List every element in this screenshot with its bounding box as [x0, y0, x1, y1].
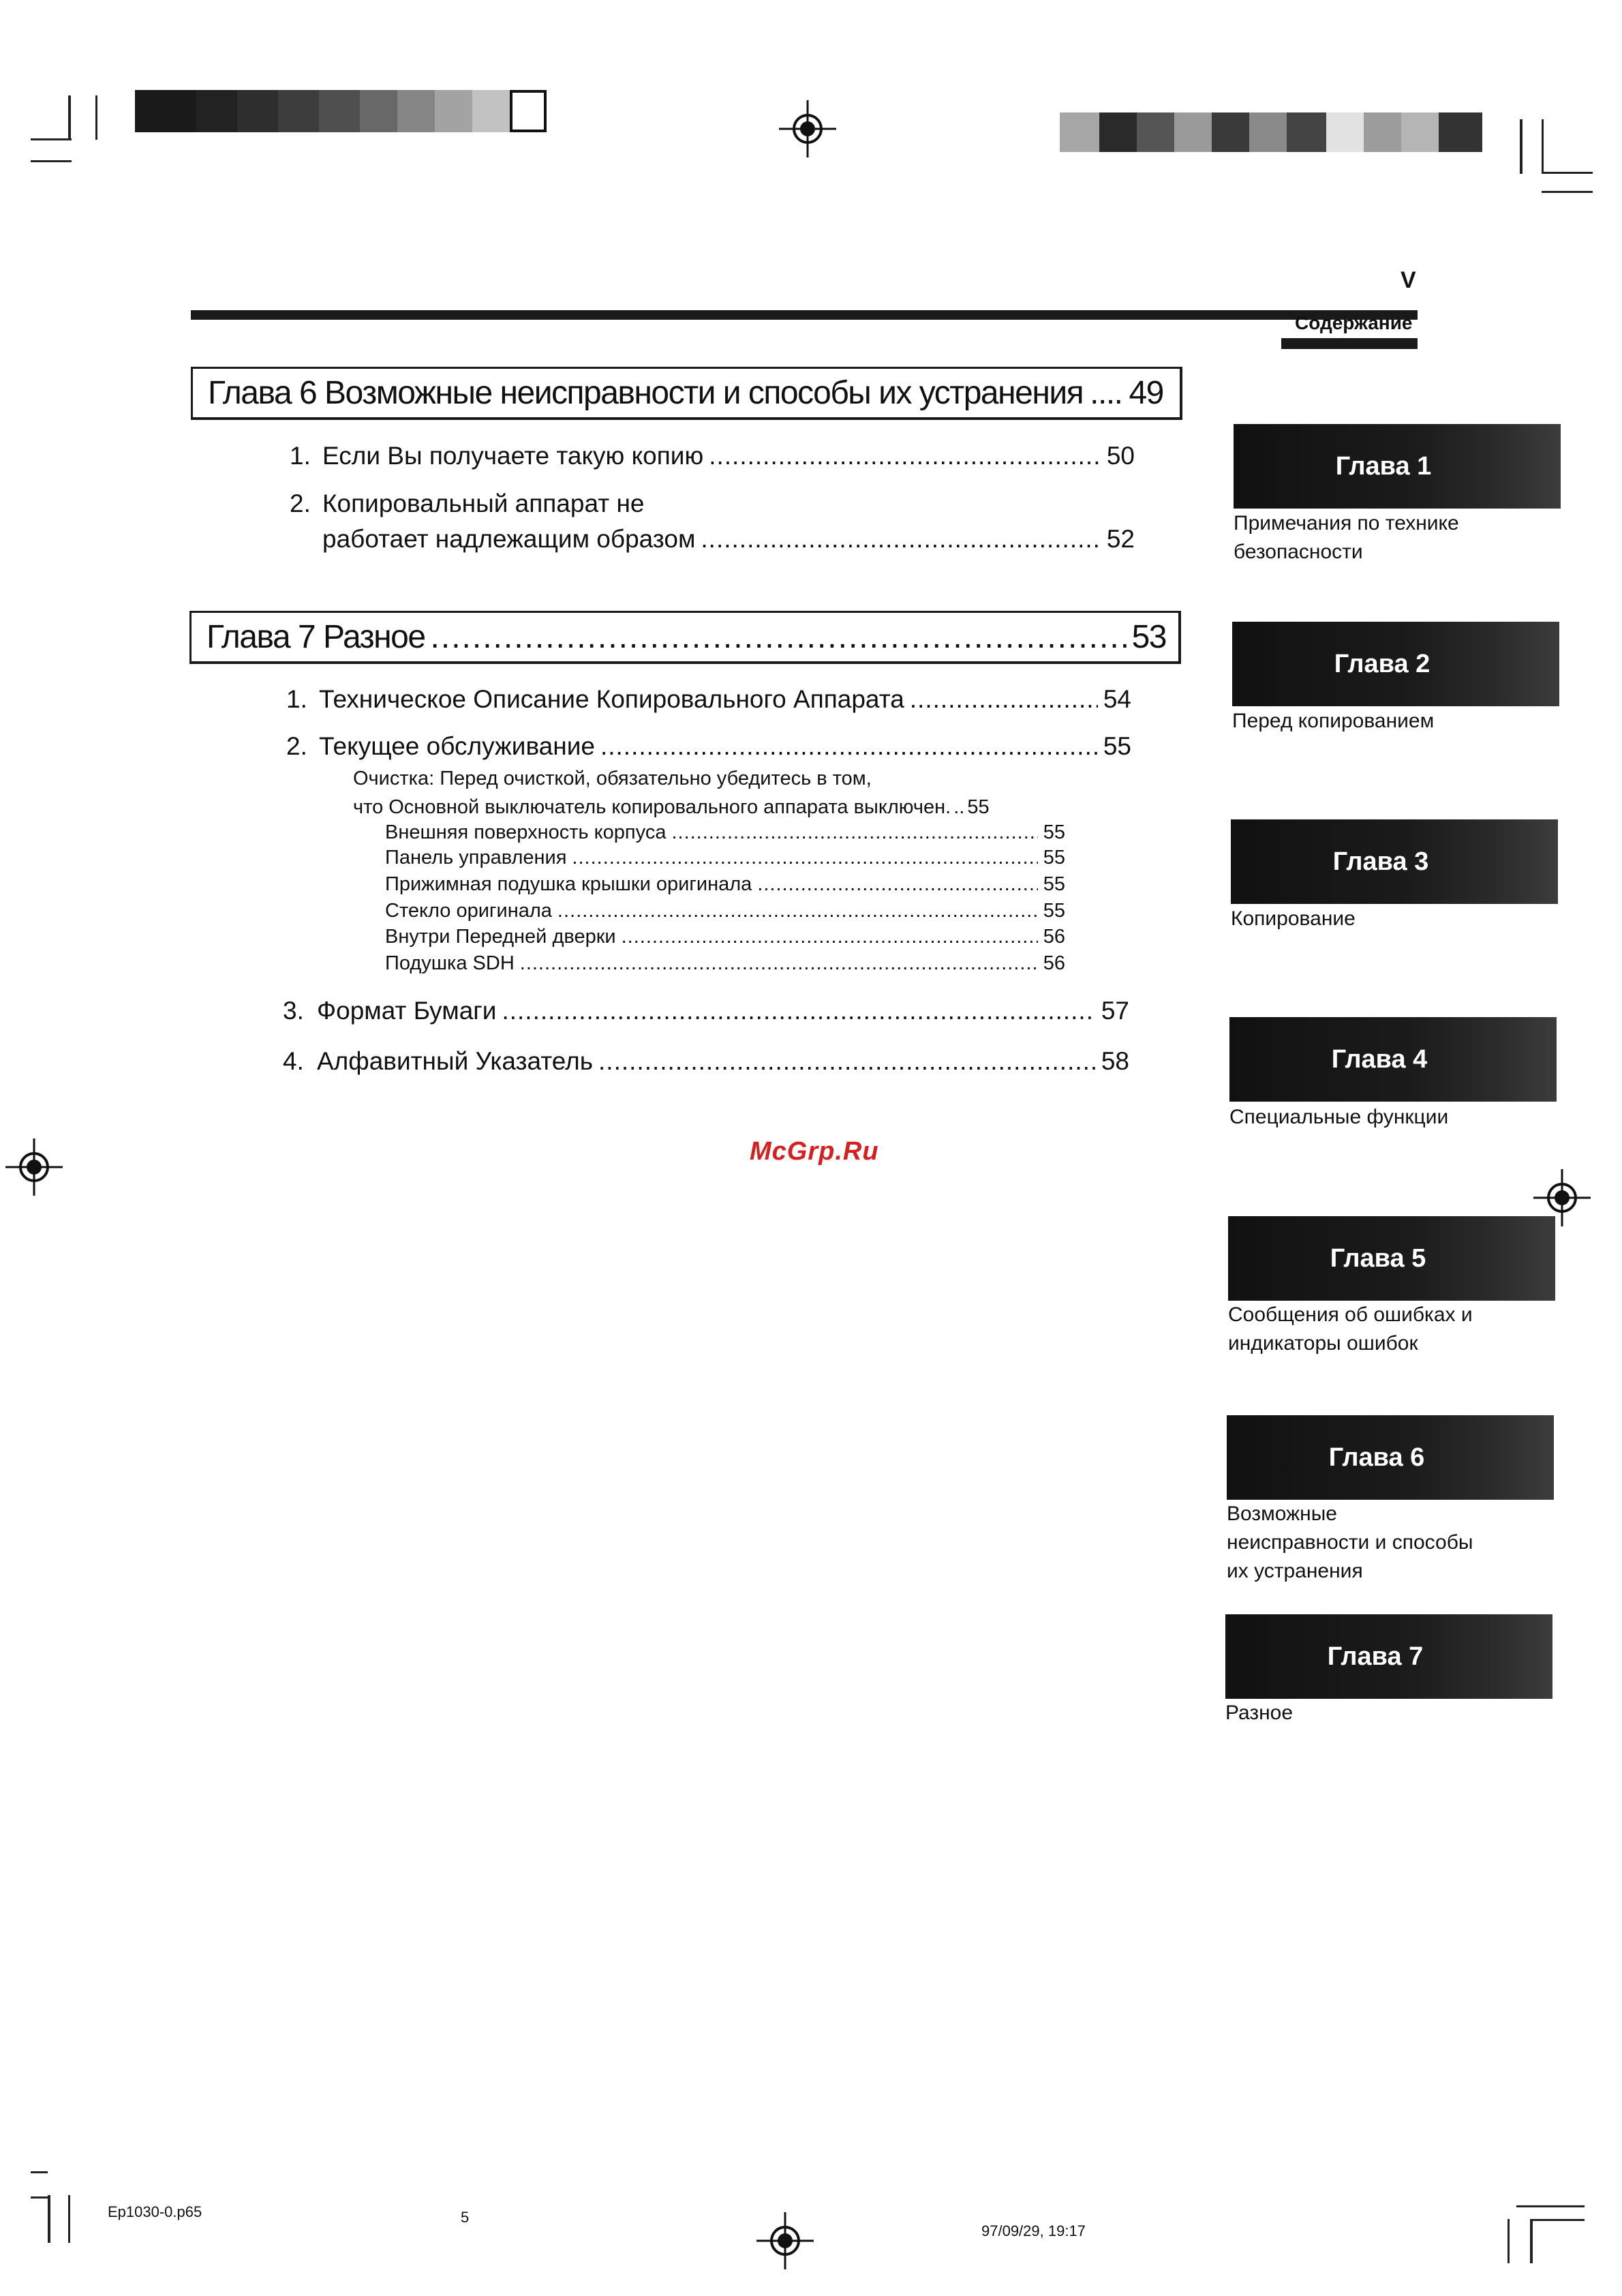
- toc-entry-6-2-label: работает надлежащим образом: [322, 525, 696, 553]
- crop-mark-bottom-right-h: [1516, 2205, 1585, 2207]
- toc-subitem-4[interactable]: [385, 900, 1065, 922]
- header-rule: [191, 310, 1418, 320]
- toc-subitem-2[interactable]: [385, 847, 1065, 869]
- toc-entry-7-3-num: 3.: [283, 997, 304, 1025]
- side-tab-chapter-4[interactable]: Глава 4: [1229, 1017, 1557, 1102]
- registration-mark-top-icon: [779, 100, 836, 157]
- toc-entry-7-2-page: 55: [1103, 732, 1131, 760]
- page-number: V: [1401, 267, 1416, 293]
- crop-mark-top-left-h2: [31, 160, 72, 162]
- side-tab-chapter-7[interactable]: Глава 7: [1225, 1614, 1552, 1699]
- toc-entry-7-4-num: 4.: [283, 1047, 304, 1075]
- crop-mark-top-right-v1: [1520, 119, 1522, 174]
- calibration-bar-right: [1060, 112, 1482, 152]
- toc-leader: [757, 873, 1037, 896]
- tab-desc-line: Перед копированием: [1232, 710, 1435, 732]
- toc-entry-6-1-page: 50: [1106, 442, 1135, 470]
- toc-subitem-page: 55: [1043, 900, 1065, 922]
- side-tab-chapter-5-desc: [1228, 1301, 1473, 1358]
- toc-subitem-5[interactable]: [385, 926, 1065, 948]
- side-tab-chapter-3[interactable]: Глава 3: [1231, 819, 1558, 904]
- toc-entry-6-1[interactable]: [290, 442, 1135, 470]
- crop-mark-bottom-left-v2: [68, 2195, 70, 2243]
- toc-subitem-page: 56: [1043, 926, 1065, 948]
- chapter-7-title: Глава 7 Разное: [206, 619, 425, 655]
- side-tab-chapter-5[interactable]: Глава 5: [1228, 1216, 1555, 1301]
- toc-entry-6-1-num: 1.: [290, 442, 311, 470]
- side-tab-chapter-2-desc: [1232, 707, 1434, 736]
- toc-subitem-page: 55: [1043, 873, 1065, 895]
- chapter-6-dots: ....: [1090, 375, 1122, 411]
- toc-leader: [671, 821, 1037, 844]
- registration-mark-left-icon: [5, 1138, 63, 1196]
- toc-entry-6-1-label: Если Вы получаете такую копию: [322, 442, 704, 470]
- side-tab-chapter-7-desc: [1225, 1699, 1293, 1727]
- toc-entry-7-1-label: Техническое Описание Копировального Аппарата: [319, 685, 904, 713]
- crop-mark-bottom-left-h: [31, 2171, 48, 2173]
- crop-mark-bottom-left-h2: [31, 2196, 50, 2199]
- toc-subitem-page: 56: [1043, 952, 1065, 974]
- toc-subitem-label: Прижимная подушка крышки оригинала: [385, 873, 752, 895]
- toc-subitem-label: Внешняя поверхность корпуса: [385, 821, 667, 843]
- header-rule-accent: [1281, 338, 1418, 349]
- toc-subitem-page: 55: [1043, 821, 1065, 843]
- chapter-7-dots: [431, 618, 1127, 656]
- toc-subitem-label: Панель управления: [385, 847, 567, 868]
- side-tab-chapter-2[interactable]: Глава 2: [1232, 622, 1559, 706]
- toc-leader: [600, 732, 1098, 761]
- crop-mark-top-left-v1: [68, 95, 71, 140]
- toc-entry-6-2[interactable]: [322, 525, 1135, 554]
- toc-entry-6-2-label-line1: Копировальный аппарат не: [322, 489, 645, 517]
- tab-desc-line: безопасности: [1234, 541, 1363, 563]
- footer-page: 5: [461, 2209, 470, 2226]
- toc-leader: [701, 525, 1101, 554]
- toc-cleaning-line2[interactable]: [353, 796, 1065, 819]
- toc-leader: [502, 997, 1095, 1025]
- crop-mark-bottom-left-v1: [48, 2195, 50, 2243]
- toc-subitem-label: Стекло оригинала: [385, 900, 552, 922]
- toc-entry-7-1-page: 54: [1103, 685, 1131, 713]
- toc-entry-7-2[interactable]: [286, 732, 1131, 761]
- toc-cleaning-line1[interactable]: Очистка: Перед очисткой, обязательно убедитесь в том,: [353, 768, 872, 789]
- chapter-6-page: 49: [1129, 375, 1163, 411]
- toc-leader: [598, 1047, 1096, 1076]
- section-label: Содержание: [1295, 312, 1413, 333]
- footer-filename: Ep1030-0.p65: [108, 2203, 202, 2220]
- crop-mark-top-right-h: [1542, 172, 1593, 174]
- toc-entry-7-1-num: 1.: [286, 685, 307, 713]
- side-tab-chapter-1-desc: [1234, 509, 1459, 567]
- tab-desc-line: неисправности и способы: [1227, 1531, 1473, 1554]
- toc-entry-7-2-num: 2.: [286, 732, 307, 760]
- tab-desc-line: индикаторы ошибок: [1228, 1332, 1418, 1355]
- chapter-6-heading[interactable]: [191, 367, 1182, 420]
- chapter-7-page: 53: [1131, 619, 1166, 655]
- calibration-bar-left: [135, 90, 557, 132]
- toc-cleaning-label: что Основной выключатель копировального аппарата выключен.: [353, 796, 951, 818]
- crop-mark-top-left-h: [31, 138, 72, 140]
- toc-entry-7-3-page: 57: [1101, 997, 1129, 1025]
- tab-desc-line: Специальные функции: [1229, 1106, 1449, 1128]
- tab-desc-line: Копирование: [1231, 907, 1356, 930]
- toc-leader: [622, 926, 1038, 948]
- toc-entry-7-1[interactable]: [286, 685, 1131, 714]
- side-tab-chapter-1[interactable]: Глава 1: [1234, 424, 1561, 509]
- toc-entry-6-2-num: 2.: [290, 489, 311, 517]
- crop-mark-top-left-v2: [95, 95, 97, 140]
- toc-leader: ..: [953, 796, 965, 818]
- toc-entry-6-2-page: 52: [1106, 525, 1135, 553]
- crop-mark-top-right-h2: [1542, 191, 1593, 193]
- side-tab-chapter-4-desc: [1229, 1103, 1448, 1132]
- toc-leader: [910, 685, 1098, 714]
- toc-leader: [520, 952, 1038, 975]
- toc-subitem-label: Подушка SDH: [385, 952, 515, 974]
- toc-subitem-6[interactable]: [385, 952, 1065, 975]
- side-tab-chapter-6[interactable]: Глава 6: [1227, 1415, 1554, 1500]
- toc-leader: [709, 442, 1101, 470]
- toc-leader: [572, 847, 1037, 869]
- side-tab-chapter-6-desc: [1227, 1500, 1473, 1586]
- toc-entry-7-2-label: Текущее обслуживание: [319, 732, 595, 760]
- chapter-7-heading[interactable]: [189, 611, 1181, 664]
- toc-entry-7-3[interactable]: [283, 997, 1129, 1025]
- toc-entry-7-4-label: Алфавитный Указатель: [317, 1047, 594, 1075]
- toc-subitem-page: 55: [1043, 847, 1065, 868]
- toc-subitem-label: Внутри Передней дверки: [385, 926, 616, 948]
- crop-mark-bottom-right-v2: [1530, 2219, 1533, 2263]
- chapter-6-title: Глава 6 Возможные неисправности и способы их устранения: [208, 375, 1084, 411]
- tab-desc-line: Возможные: [1227, 1502, 1337, 1525]
- side-tab-chapter-3-desc: [1231, 905, 1356, 933]
- toc-leader: [557, 900, 1038, 922]
- toc-cleaning-page: 55: [967, 796, 990, 818]
- toc-subitem-1[interactable]: [385, 821, 1065, 844]
- tab-desc-line: Разное: [1225, 1702, 1294, 1724]
- crop-mark-bottom-right-h2: [1530, 2219, 1585, 2221]
- footer-timestamp: 97/09/29, 19:17: [981, 2222, 1086, 2239]
- tab-desc-line: Примечания по технике: [1234, 512, 1459, 534]
- watermark-text: McGrp.Ru: [750, 1137, 879, 1166]
- crop-mark-bottom-right-v1: [1508, 2219, 1510, 2263]
- tab-desc-line: Сообщения об ошибках и: [1228, 1303, 1473, 1326]
- toc-entry-7-4[interactable]: [283, 1047, 1129, 1076]
- toc-subitem-3[interactable]: [385, 873, 1065, 896]
- toc-entry-7-4-page: 58: [1101, 1047, 1129, 1075]
- toc-entry-7-3-label: Формат Бумаги: [317, 997, 497, 1025]
- crop-mark-top-right-v2: [1542, 119, 1544, 174]
- tab-desc-line: их устранения: [1227, 1560, 1363, 1582]
- registration-mark-bottom-icon: [756, 2212, 814, 2269]
- toc-entry-6-2-line1[interactable]: [290, 489, 644, 518]
